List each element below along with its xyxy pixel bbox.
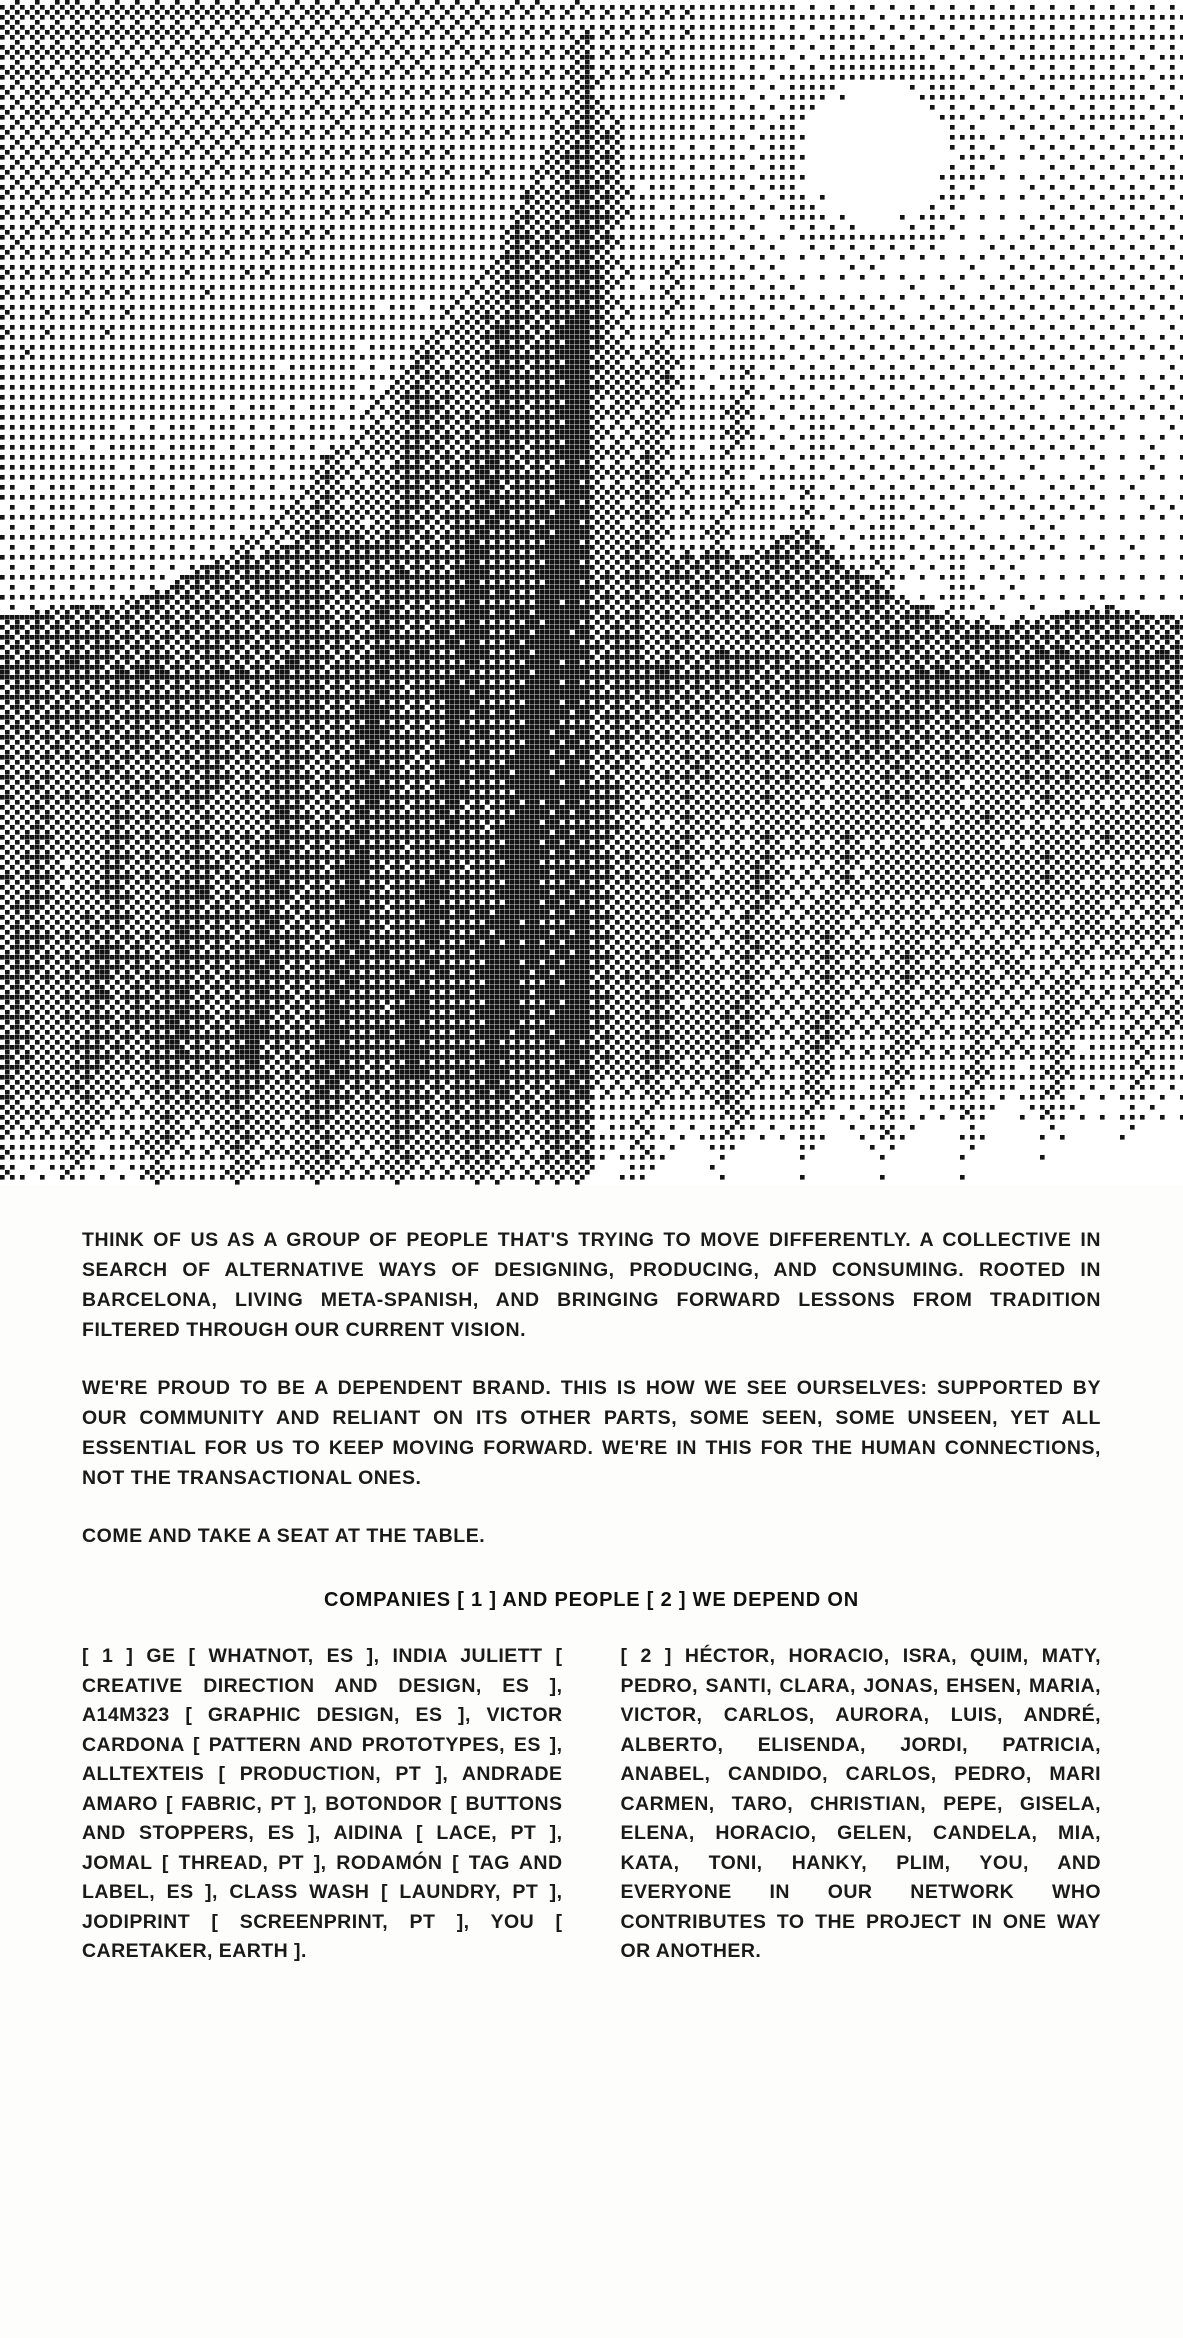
credits-columns — [82, 1642, 1101, 1967]
text-area — [0, 1185, 1183, 1967]
paragraph-invitation: COME AND TAKE A SEAT AT THE TABLE. — [82, 1525, 486, 1547]
section-heading-credits: COMPANIES [ 1 ] AND PEOPLE [ 2 ] WE DEPEND ON — [324, 1589, 859, 1611]
paragraph-dependent-brand: WE'RE PROUD TO BE A DEPENDENT BRAND. THIS IS HOW WE SEE OURSELVES: SUPPORTED BY OUR COMMUNITY AND RELIANT ON ITS OTHER PARTS, SOME SEEN, SOME UNSEEN, YET ALL ESSENTIAL FOR US TO KEEP MOVING FORWARD. WE'RE IN THIS FOR THE HUMAN CONNECTIONS, NOT THE TRANSACTIONAL ONES. — [82, 1377, 1101, 1489]
paragraph-mission: THINK OF US AS A GROUP OF PEOPLE THAT'S TRYING TO MOVE DIFFERENTLY. A COLLECTIVE IN SEARCH OF ALTERNATIVE WAYS OF DESIGNING, PRODUCING, AND CONSUMING. ROOTED IN BARCELONA, LIVING META-SPANISH, AND BRINGING FORWARD LESSONS FROM TRADITION FILTERED THROUGH OUR CURRENT VISION. — [82, 1229, 1101, 1341]
credits-column-companies: [ 1 ] GE [ WHATNOT, ES ], INDIA JULIETT [ CREATIVE DIRECTION AND DESIGN, ES ], A14M323 [ GRAPHIC DESIGN, ES ], VICTOR CARDONA [ PATTERN AND PROTOTYPES, ES ], ALLTEXTEIS [ PRODUCTION, PT ], ANDRADE AMARO [ FABRIC, PT ], BOTONDOR [ BUTTONS AND STOPPERS, ES ], AIDINA [ LACE, PT ], JOMAL [ THREAD, PT ], RODAMÓN [ TAG AND LABEL, ES ], CLASS WASH [ LAUNDRY, PT ], JODIPRINT [ SCREENPRINT, PT ], YOU [ CARETAKER, EARTH ]. — [82, 1645, 563, 1962]
credits-column-people: [ 2 ] HÉCTOR, HORACIO, ISRA, QUIM, MATY, PEDRO, SANTI, CLARA, JONAS, EHSEN, MARIA, VICTOR, CARLOS, AURORA, LUIS, ANDRÉ, ALBERTO, ELISENDA, JORDI, PATRICIA, ANABEL, CANDIDO, CARLOS, PEDRO, MARI CARMEN, TARO, CHRISTIAN, PEPE, GISELA, ELENA, HORACIO, GELEN, CANDELA, MIA, KATA, TONI, HANKY, PLIM, YOU, AND EVERYONE IN OUR NETWORK WHO CONTRIBUTES TO THE PROJECT IN ONE WAY OR ANOTHER. — [620, 1645, 1101, 1962]
